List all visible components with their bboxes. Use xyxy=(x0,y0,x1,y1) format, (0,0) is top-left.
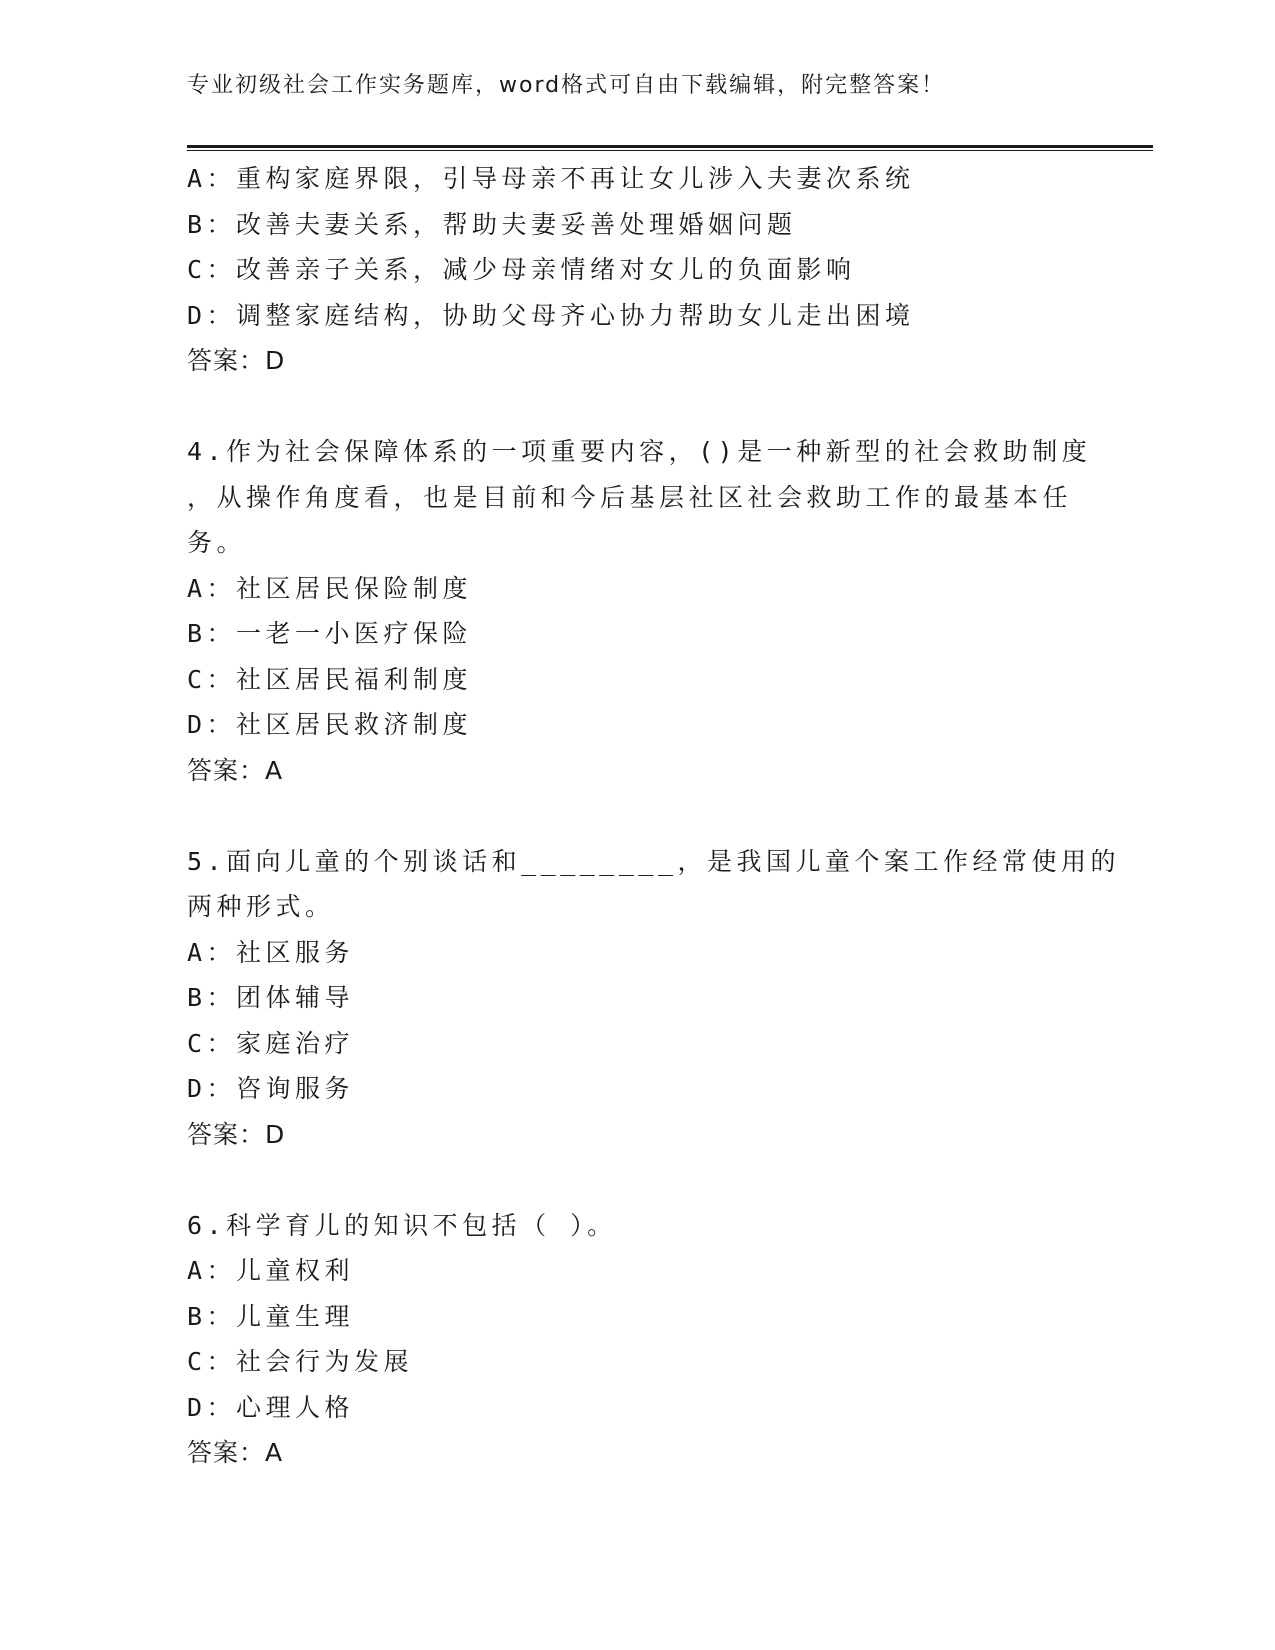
answer: 答案：A xyxy=(187,755,284,785)
option-c: C：社会行为发展 xyxy=(187,1347,414,1376)
header-rule-thin xyxy=(187,150,1153,151)
answer: 答案：D xyxy=(187,1119,286,1149)
question-4 xyxy=(187,429,1092,793)
option-d: D：心理人格 xyxy=(187,1392,355,1422)
option-a: A：重构家庭界限，引导母亲不再让女儿涉入夫妻次系统 xyxy=(187,164,915,193)
header-rule-thick xyxy=(187,145,1153,148)
question-stem-line: ，从操作角度看，也是目前和今后基层社区社会救助工作的最基本任 xyxy=(187,482,1073,512)
question-5 xyxy=(187,839,1121,1158)
question-stem-line: 6.科学育儿的知识不包括（ ）。 xyxy=(187,1210,617,1240)
option-a: A：社区服务 xyxy=(187,937,355,967)
option-b: B：团体辅导 xyxy=(187,983,355,1012)
option-c: C：社区居民福利制度 xyxy=(187,664,473,694)
option-a: A：社区居民保险制度 xyxy=(187,573,473,603)
option-d: D：咨询服务 xyxy=(187,1074,355,1103)
option-b: B：一老一小医疗保险 xyxy=(187,619,473,648)
spacer xyxy=(187,384,1087,430)
question-3 xyxy=(187,156,1087,384)
option-c: C：家庭治疗 xyxy=(187,1028,355,1058)
spacer xyxy=(187,1157,1087,1203)
option-c: C：改善亲子关系，减少母亲情绪对女儿的负面影响 xyxy=(187,255,856,284)
question-list xyxy=(187,156,1121,1476)
spacer xyxy=(187,793,1087,839)
option-b: B：改善夫妻关系，帮助夫妻妥善处理婚姻问题 xyxy=(187,209,797,239)
option-d: D：社区居民救济制度 xyxy=(187,710,473,739)
question-stem-line: 务。 xyxy=(187,528,247,557)
option-a: A：儿童权利 xyxy=(187,1256,355,1285)
question-6 xyxy=(187,1203,1087,1476)
option-d: D：调整家庭结构，协助父母齐心协力帮助女儿走出困境 xyxy=(187,300,915,330)
question-stem-line: 5.面向儿童的个别谈话和________，是我国儿童个案工作经常使用的 xyxy=(187,846,1121,876)
question-stem-line: 两种形式。 xyxy=(187,892,335,921)
question-stem-line: 4.作为社会保障体系的一项重要内容，()是一种新型的社会救助制度 xyxy=(187,437,1092,466)
answer: 答案：A xyxy=(187,1438,284,1467)
option-b: B：儿童生理 xyxy=(187,1301,355,1331)
answer: 答案：D xyxy=(187,346,286,375)
page-header: 专业初级社会工作实务题库，word格式可自由下载编辑，附完整答案！ xyxy=(187,73,946,98)
